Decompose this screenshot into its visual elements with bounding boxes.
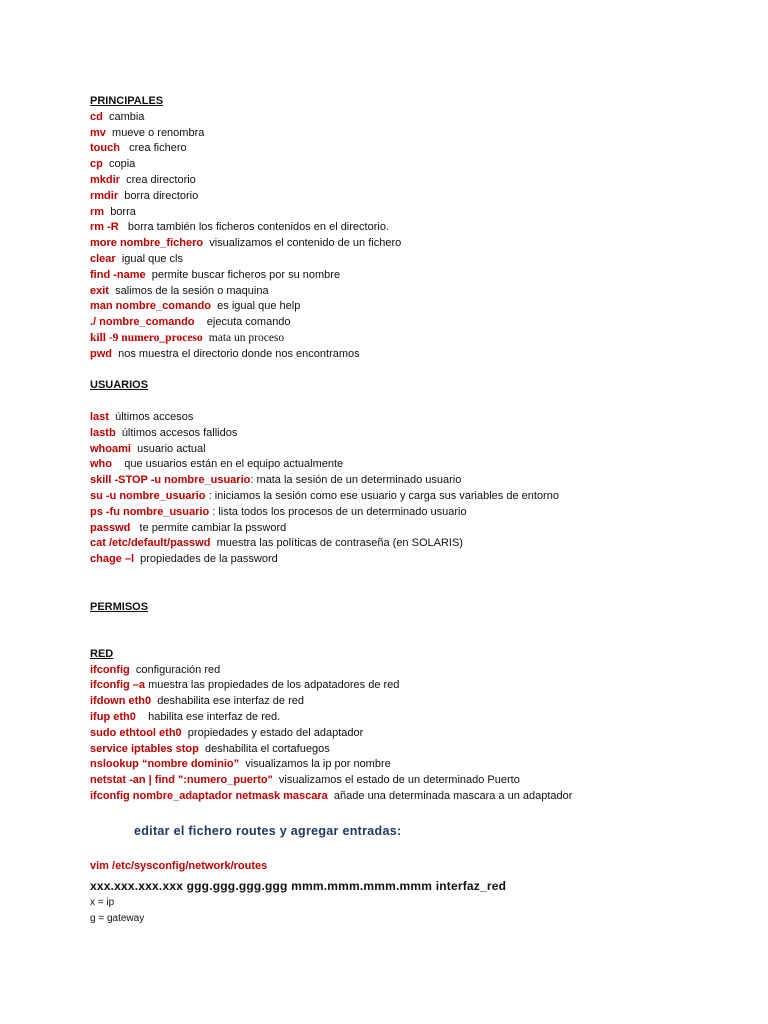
command-name: ifconfig nombre_adaptador netmask mascara [90, 790, 328, 803]
list-item [90, 773, 750, 789]
list-item [90, 710, 750, 726]
list-item [90, 726, 750, 742]
list-item [90, 347, 750, 363]
command-description: mata un proceso [208, 331, 285, 344]
list-item [90, 189, 750, 205]
command-description: te permite cambiar la pssword [139, 521, 287, 534]
principales-list [90, 110, 750, 363]
command-description: cambia [108, 110, 145, 123]
command-description: últimos accesos [115, 410, 194, 423]
command-description: configuración red [135, 663, 221, 676]
command-name: cp [90, 158, 103, 171]
command-description: permite buscar ficheros por su nombre [151, 268, 341, 281]
command-name: find -name [90, 268, 146, 281]
command-description: visualizamos el estado de un determinado Puerto [278, 774, 520, 787]
command-name: rmdir [90, 189, 119, 202]
command-description: que usuarios están en el equipo actualmente [124, 458, 344, 471]
list-item [90, 678, 750, 694]
section-heading-usuarios: USUARIOS [90, 379, 149, 392]
command-description: borra [110, 205, 136, 218]
command-description: muestra las propiedades de los adpatadores de red [148, 679, 400, 692]
command-cheatsheet [90, 94, 750, 805]
usuarios-list [90, 410, 750, 568]
list-item [90, 442, 750, 458]
command-description: igual que cls [121, 252, 183, 265]
section-heading-red: RED [90, 647, 114, 660]
command-name: rm -R [90, 221, 119, 234]
routes-note: x = ip [90, 897, 115, 908]
command-name: service iptables stop [90, 742, 199, 755]
list-item [90, 315, 750, 331]
spacer [90, 568, 750, 600]
command-name: mv [90, 126, 106, 139]
list-item [90, 663, 750, 679]
command-name: last [90, 410, 109, 423]
command-name: clear [90, 252, 116, 265]
command-name: ifdown eth0 [90, 695, 152, 708]
command-description: visualizamos la ip por nombre [245, 758, 391, 771]
list-item [90, 299, 750, 315]
list-item [90, 141, 750, 157]
command-name: mkdir [90, 173, 120, 186]
command-name: cat /etc/default/passwd [90, 537, 211, 550]
command-name: kill -9 numero_proceso [90, 331, 203, 344]
command-name: ifconfig –a [90, 679, 146, 692]
command-description: copia [108, 158, 136, 171]
command-name: pwd [90, 347, 112, 360]
list-item [90, 457, 750, 473]
command-description: visualizamos el contenido de un fichero [209, 237, 402, 250]
list-item [90, 473, 750, 489]
command-name: whoami [90, 442, 131, 455]
list-item [90, 331, 750, 347]
command-name: lastb [90, 426, 116, 439]
command-name: chage –l [90, 553, 135, 566]
command-description: propiedades de la password [140, 553, 278, 566]
list-item [90, 426, 750, 442]
spacer [90, 615, 750, 647]
command-description: muestra las políticas de contraseña (en SOLARIS) [216, 537, 463, 550]
command-description: : lista todos los procesos de un determinado usuario [212, 505, 467, 518]
command-name: ps -fu nombre_usuario [90, 505, 210, 518]
command-description: salimos de la sesión o maquina [115, 284, 269, 297]
list-item [90, 742, 750, 758]
command-name: ./ nombre_comando [90, 316, 195, 329]
list-item [90, 157, 750, 173]
command-description: propiedades y estado del adaptador [187, 726, 364, 739]
command-description: borra también los ficheros contenidos en el directorio. [127, 221, 389, 234]
list-item [90, 268, 750, 284]
list-item [90, 789, 750, 805]
command-description: ejecuta comando [206, 316, 291, 329]
command-description: nos muestra el directorio donde nos encontramos [118, 347, 360, 360]
spacer [90, 394, 750, 410]
list-item [90, 489, 750, 505]
command-description: es igual que help [217, 300, 301, 313]
command-description: deshabilita ese interfaz de red [157, 695, 304, 708]
command-name: netstat -an | find ":numero_puerto" [90, 774, 273, 787]
list-item [90, 236, 750, 252]
command-name: su -u nombre_usuario [90, 489, 206, 502]
command-name: sudo ethtool eth0 [90, 726, 182, 739]
list-item [90, 173, 750, 189]
routes-title: editar el fichero routes y agregar entradas: [134, 824, 402, 838]
command-name: more nombre_fichero [90, 237, 204, 250]
command-description: mueve o renombra [112, 126, 205, 139]
command-name: cd [90, 110, 103, 123]
routes-format: xxx.xxx.xxx.xxx ggg.ggg.ggg.ggg mmm.mmm.mmm.mmm interfaz_red [90, 879, 507, 893]
routes-path: vim /etc/sysconfig/network/routes [90, 860, 268, 872]
list-item [90, 205, 750, 221]
routes-note: g = gateway [90, 913, 145, 924]
command-description: borra directorio [124, 189, 199, 202]
command-name: passwd [90, 521, 131, 534]
list-item [90, 110, 750, 126]
list-item [90, 536, 750, 552]
spacer [90, 363, 750, 379]
command-name: exit [90, 284, 109, 297]
command-name: touch [90, 142, 120, 155]
section-heading-permisos: PERMISOS [90, 600, 149, 613]
list-item [90, 505, 750, 521]
list-item [90, 552, 750, 568]
command-description: : iniciamos la sesión como ese usuario y carga sus variables de entorno [208, 489, 559, 502]
command-description: : mata la sesión de un determinado usuario [250, 474, 462, 487]
list-item [90, 521, 750, 537]
command-description: últimos accesos fallidos [121, 426, 238, 439]
list-item [90, 410, 750, 426]
command-description: habilita ese interfaz de red. [148, 711, 281, 724]
command-name: ifconfig [90, 663, 130, 676]
command-name: rm [90, 205, 105, 218]
command-name: ifup eth0 [90, 711, 136, 724]
command-name: man nombre_comando [90, 300, 212, 313]
list-item [90, 694, 750, 710]
command-description: deshabilita el cortafuegos [204, 742, 330, 755]
command-description: usuario actual [137, 442, 206, 455]
command-description: crea directorio [126, 173, 196, 186]
command-description: crea fichero [129, 142, 187, 155]
command-name: who [90, 458, 112, 471]
command-name: skill -STOP -u nombre_usuario [90, 474, 251, 487]
section-heading-principales: PRINCIPALES [90, 95, 164, 107]
list-item [90, 126, 750, 142]
list-item [90, 220, 750, 236]
list-item [90, 252, 750, 268]
red-list [90, 663, 750, 805]
list-item [90, 757, 750, 773]
command-description: añade una determinada mascara a un adaptador [333, 790, 573, 803]
command-name: nslookup “nombre dominio” [90, 758, 240, 771]
list-item [90, 284, 750, 300]
